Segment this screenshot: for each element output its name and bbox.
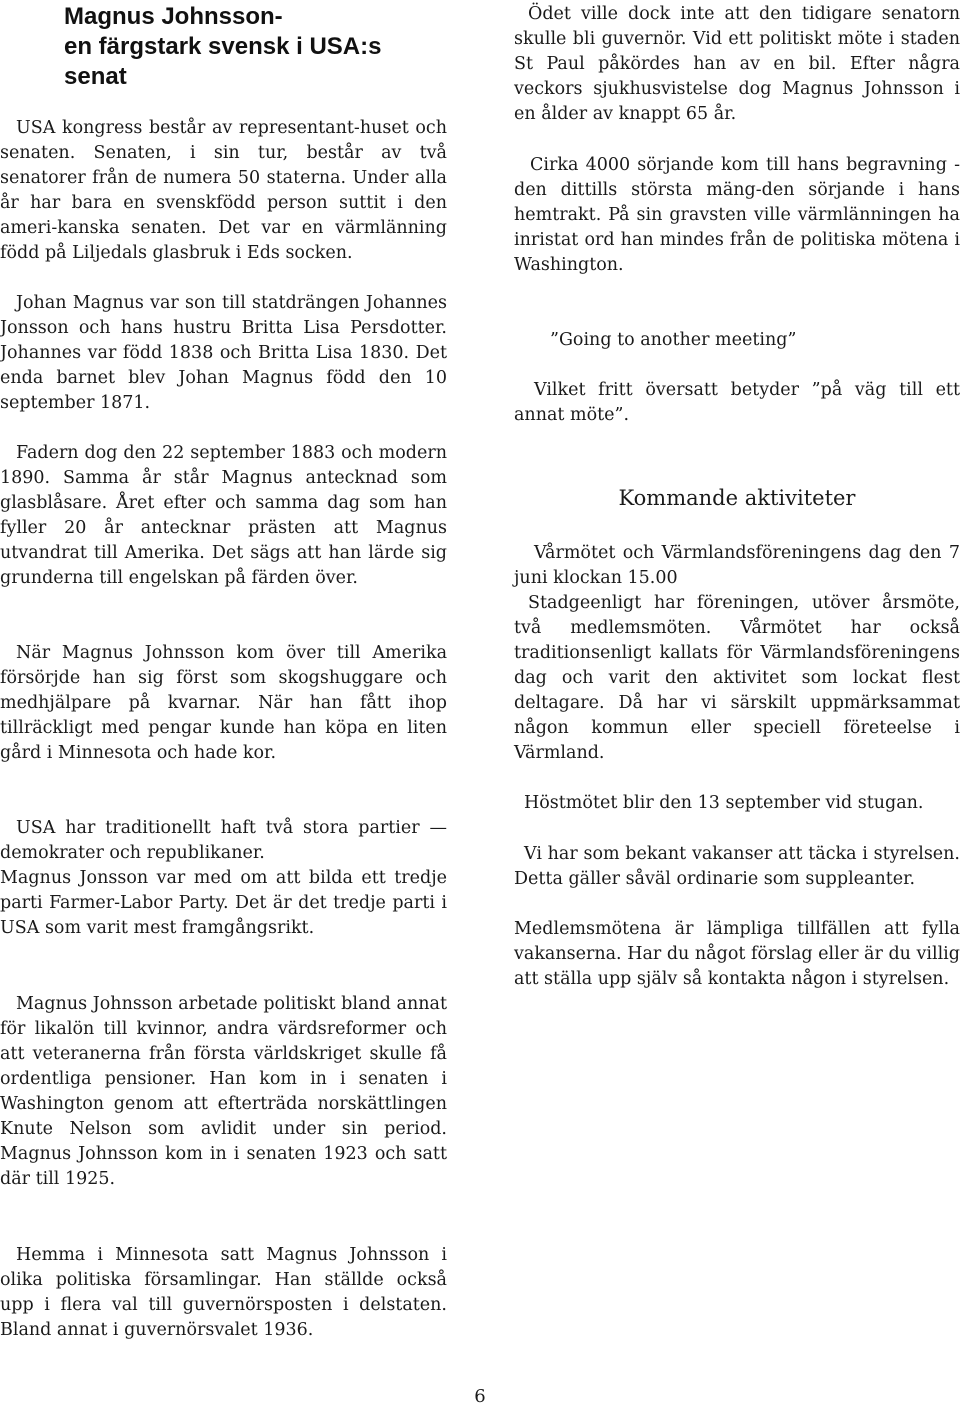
activity-paragraph: Vårmötet och Värmlandsföreningens dag den 7 juni klockan 15.00: [514, 543, 960, 588]
article-paragraph: Cirka 4000 sörjande kom till hans begravning - den dittills största mäng-den sörjande i hans hemtrakt. På sin gravsten ville värmlänningen ha inristat ord han mindes från de politiska mötena i Washington.: [514, 155, 960, 275]
article-paragraph: USA kongress består av representant-huset och senaten. Senaten, i sin tur, består av två senatorer från de numera 50 staterna. Under alla år har bara en svenskfödd person suttit i den ameri-kanska senaten. Det var en värmlänning född på Liljedals glasbruk i Eds socken.: [0, 118, 447, 263]
article-paragraph: Magnus Johnsson arbetade politiskt bland annat för likalön till kvinnor, andra värdsreformer och att veteranerna från första världskriget skulle få ordentliga pensioner. Han kom in i senaten i Washington genom att efterträda norskättlingen Knute Nelson som avlidit under sin period. Magnus Johnsson kom in i senaten 1923 och satt där till 1925.: [0, 994, 447, 1189]
section-heading: Kommande aktiviteter: [618, 486, 856, 510]
activity-paragraph: Höstmötet blir den 13 september vid stugan.: [524, 793, 924, 813]
article-paragraph: När Magnus Johnsson kom över till Amerika försörjde han sig först som skogshuggare och medhjälpare på kvarnar. När han fått ihop tillräckligt med pengar kunde han köpa en liten gård i Minnesota och hade kor.: [0, 643, 447, 763]
title-line: en färgstark svensk i USA:s: [64, 33, 382, 60]
activity-paragraph: Medlemsmötena är lämpliga tillfällen att fylla vakanserna. Har du något förslag eller är du villig att ställa upp själv så kontakta någon i styrelsen.: [514, 919, 960, 989]
article-title: [64, 2, 381, 92]
article-paragraph: Ödet ville dock inte att den tidigare senatorn skulle bli guvernör. Vid ett politiskt möte i staden St Paul påkördes han av en bil. Efter några veckors sjukhusvistelse dog Magnus Johnsson i en ålder av knappt 65 år.: [514, 4, 960, 124]
article-paragraph: USA har traditionellt haft två stora partier — demokrater och republikaner.: [0, 818, 447, 863]
article-paragraph: Magnus Jonsson var med om att bilda ett tredje parti Farmer-Labor Party. Det är det tredje parti i USA som varit mest framgångsrikt.: [0, 868, 447, 938]
article-paragraph: Fadern dog den 22 september 1883 och modern 1890. Samma år står Magnus antecknad som glasblåsare. Året efter och samma dag som han fyller 20 år antecknar prästen att Magnus utvandrat till Amerika. Det sägs att han lärde sig grunderna till engelskan på färden över.: [0, 443, 447, 588]
epitaph-quote: ”Going to another meeting”: [550, 330, 797, 350]
article-paragraph: Johan Magnus var son till statdrängen Johannes Jonsson och hans hustru Britta Lisa Persdotter. Johannes var född 1838 och Britta Lisa 1830. Det enda barnet blev Johan Magnus född den 10 september 1871.: [0, 293, 447, 413]
article-paragraph: Hemma i Minnesota satt Magnus Johnsson i olika politiska församlingar. Han ställde också upp i flera val till guvernörsposten i delstaten. Bland annat i guvernörsvalet 1936.: [0, 1245, 447, 1340]
page-number: 6: [474, 1386, 486, 1407]
title-line: senat: [64, 63, 127, 90]
title-line: Magnus Johnsson-: [64, 3, 283, 30]
activity-paragraph: Vi har som bekant vakanser att täcka i styrelsen. Detta gäller såväl ordinarie som suppleanter.: [514, 844, 960, 889]
activity-paragraph: Stadgeenligt har föreningen, utöver årsmöte, två medlemsmöten. Vårmötet har också traditionsenligt kallats för Värmlandsföreningens dag och varit den aktivitet som lockat flest deltagare. Då har vi särskilt uppmärksammat någon kommun eller speciell företeelse i Värmland.: [514, 593, 960, 763]
article-paragraph: Vilket fritt översatt betyder ”på väg till ett annat möte”.: [514, 380, 960, 425]
